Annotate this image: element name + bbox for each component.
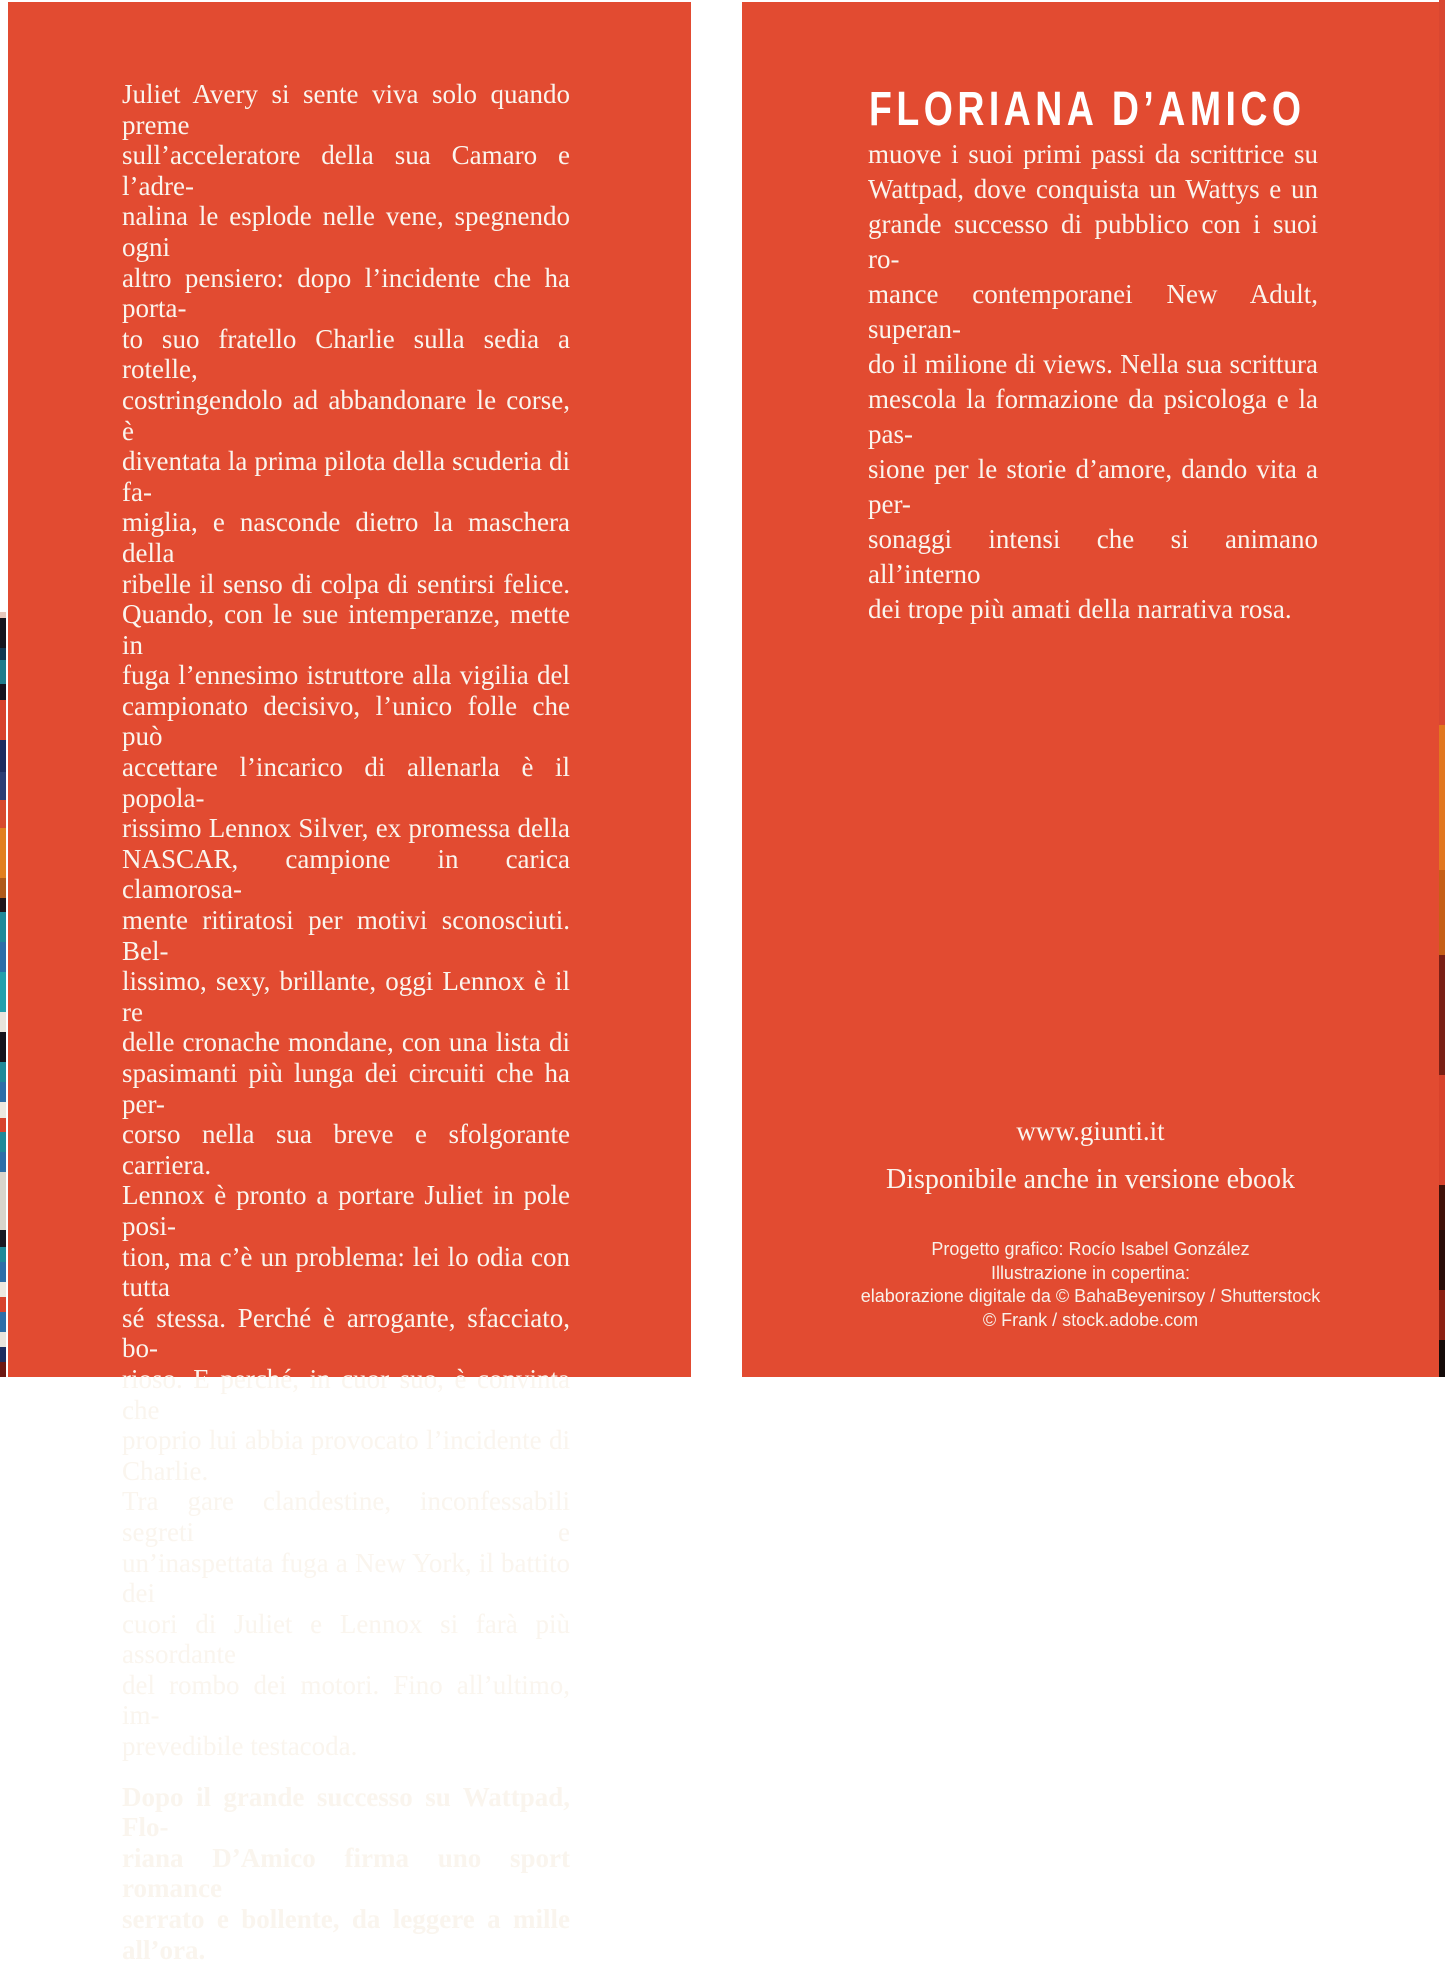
text-line: sé stessa. Perché è arrogante, sfacciato, bo- <box>122 1302 570 1364</box>
edge-color-segment <box>0 942 6 972</box>
edge-color-segment <box>0 740 6 772</box>
text-line: sonaggi intensi che si animano all’interno <box>868 524 1318 589</box>
edge-color-segment <box>0 800 6 828</box>
edge-color-segment <box>0 972 6 1012</box>
text-line: proprio lui abbia provocato l’incidente di <box>122 1425 570 1456</box>
text-line: Dopo il grande successo su Wattpad, Flo- <box>122 1781 570 1843</box>
left-flap-panel <box>8 2 691 1965</box>
right-flap-panel <box>742 2 1439 1377</box>
text-line: do il milione di views. Nella sua scrittura <box>868 349 1318 379</box>
promo-paragraph <box>122 1782 570 1965</box>
left-scan-edge-strip <box>0 0 6 1377</box>
edge-color-segment <box>1439 1340 1445 1377</box>
edge-color-segment <box>1439 1290 1445 1340</box>
text-line: Lennox è pronto a portare Juliet in pole posi- <box>122 1180 570 1241</box>
text-line: dei trope più amati della narrativa rosa. <box>868 594 1292 624</box>
edge-color-segment <box>0 1362 6 1377</box>
edge-color-segment <box>0 1297 6 1312</box>
text-line: Juliet Avery si sente viva solo quando preme <box>122 79 570 140</box>
text-line: Quando, con le sue intemperanze, mette in <box>122 599 570 660</box>
text-line: costringendolo ad abbandonare le corse, è <box>122 384 570 446</box>
text-line: spasimanti più lunga dei circuiti che ha per- <box>122 1058 570 1119</box>
text-line: muove i suoi primi passi da scrittrice su <box>868 139 1318 169</box>
edge-color-segment <box>0 828 6 878</box>
text-line: un’inaspettata fuga a New York, il battito dei <box>122 1547 570 1609</box>
synopsis-paragraph <box>122 79 570 1486</box>
edge-color-segment <box>0 648 6 660</box>
edge-color-segment <box>0 1032 6 1062</box>
edge-color-segment <box>0 684 6 700</box>
edge-color-segment <box>0 1062 6 1082</box>
text-line: mescola la formazione da psicologa e la pas- <box>868 384 1318 449</box>
edge-color-segment <box>0 1152 6 1172</box>
edge-color-segment <box>1439 0 1445 725</box>
text-line: grande successo di pubblico con i suoi ro- <box>868 209 1318 274</box>
publisher-website: www.giunti.it <box>1016 1116 1165 1146</box>
edge-color-segment <box>0 1247 6 1262</box>
synopsis-paragraph <box>122 1486 570 1761</box>
text-line: rissimo Lennox Silver, ex promessa della <box>122 813 570 844</box>
edge-color-segment <box>0 1332 6 1347</box>
edge-color-segment <box>0 1132 6 1152</box>
edge-color-segment <box>0 1312 6 1332</box>
edge-color-segment <box>1439 1185 1445 1230</box>
edge-color-segment <box>1439 1075 1445 1185</box>
edge-color-segment <box>0 1230 6 1247</box>
text-line: sull’acceleratore della sua Camaro e l’adre- <box>122 140 570 201</box>
text-line: lissimo, sexy, brillante, oggi Lennox è il re <box>122 966 570 1027</box>
right-scan-edge-strip <box>1439 0 1445 1377</box>
text-line: mente ritiratosi per motivi sconosciuti. Bel- <box>122 905 570 966</box>
text-line: diventata la prima pilota della scuderia di fa- <box>122 446 570 507</box>
edge-color-segment <box>0 898 6 912</box>
credit-line: Progetto grafico: Rocío Isabel González <box>931 1239 1250 1259</box>
text-line: corso nella sua breve e sfolgorante carriera. <box>122 1119 570 1180</box>
text-line: prevedibile testacoda. <box>122 1731 358 1762</box>
text-line: Wattpad, dove conquista un Wattys e un <box>868 174 1318 204</box>
text-line: del rombo dei motori. Fino all’ultimo, im- <box>122 1669 570 1731</box>
text-line: accettare l’incarico di allenarla è il popola- <box>122 752 570 813</box>
text-line: serrato e bollente, da leggere a mille all’ora. <box>122 1904 570 1965</box>
text-line: cuori di Juliet e Lennox si farà più assordante <box>122 1608 570 1670</box>
text-line: fuga l’ennesimo istruttore alla vigilia del <box>122 660 570 691</box>
text-line: tion, ma c’è un problema: lei lo odia con tutta <box>122 1241 570 1303</box>
design-credits <box>742 1238 1439 1332</box>
text-line: delle cronache mondane, con una lista di <box>122 1027 570 1058</box>
edge-color-segment <box>1439 1230 1445 1290</box>
author-name-heading: FLORIANA D’AMICO <box>869 83 1306 136</box>
text-line: altro pensiero: dopo l’incidente che ha porta- <box>122 262 570 324</box>
author-bio-text <box>868 137 1318 627</box>
credit-line: elaborazione digitale da © BahaBeyenirsoy / Shutterstock <box>860 1286 1321 1306</box>
edge-color-segment <box>0 912 6 942</box>
ebook-availability-note: Disponibile anche in versione ebook <box>885 1164 1295 1195</box>
edge-color-segment <box>0 1347 6 1362</box>
text-line: sione per le storie d’amore, dando vita a per- <box>868 454 1318 519</box>
edge-color-segment <box>0 772 6 800</box>
synopsis-text <box>122 79 570 1965</box>
text-line: Tra gare clandestine, inconfessabili segreti e <box>122 1486 570 1547</box>
text-line: ribelle il senso di colpa di sentirsi felice. <box>122 568 570 599</box>
text-line: riana D’Amico firma uno sport romance <box>122 1842 570 1904</box>
edge-color-segment <box>0 878 6 898</box>
edge-color-segment <box>0 700 6 740</box>
edge-color-segment <box>0 618 6 648</box>
text-line: rioso. E perché, in cuor suo, è convinta che <box>122 1363 570 1425</box>
text-line: Charlie. <box>122 1455 209 1486</box>
text-line: to suo fratello Charlie sulla sedia a rotelle, <box>122 323 570 385</box>
edge-color-segment <box>1439 955 1445 1075</box>
edge-color-segment <box>0 660 6 684</box>
edge-color-segment <box>0 1102 6 1118</box>
edge-color-segment <box>0 1172 6 1230</box>
edge-color-segment <box>0 1282 6 1297</box>
edge-color-segment <box>0 1082 6 1102</box>
edge-color-segment <box>0 1118 6 1132</box>
credit-line: Illustrazione in copertina: <box>990 1262 1191 1283</box>
edge-color-segment <box>0 1012 6 1032</box>
text-line: nalina le esplode nelle vene, spegnendo ogni <box>122 201 570 262</box>
text-line: campionato decisivo, l’unico folle che può <box>122 690 570 752</box>
text-line: mance contemporanei New Adult, superan- <box>868 279 1318 344</box>
text-line: miglia, e nasconde dietro la maschera della <box>122 507 570 568</box>
edge-color-segment <box>1439 870 1445 955</box>
edge-color-segment <box>1439 725 1445 870</box>
credit-line: © Frank / stock.adobe.com <box>982 1309 1199 1330</box>
edge-color-segment <box>0 1262 6 1282</box>
text-line: NASCAR, campione in carica clamorosa- <box>122 843 570 905</box>
